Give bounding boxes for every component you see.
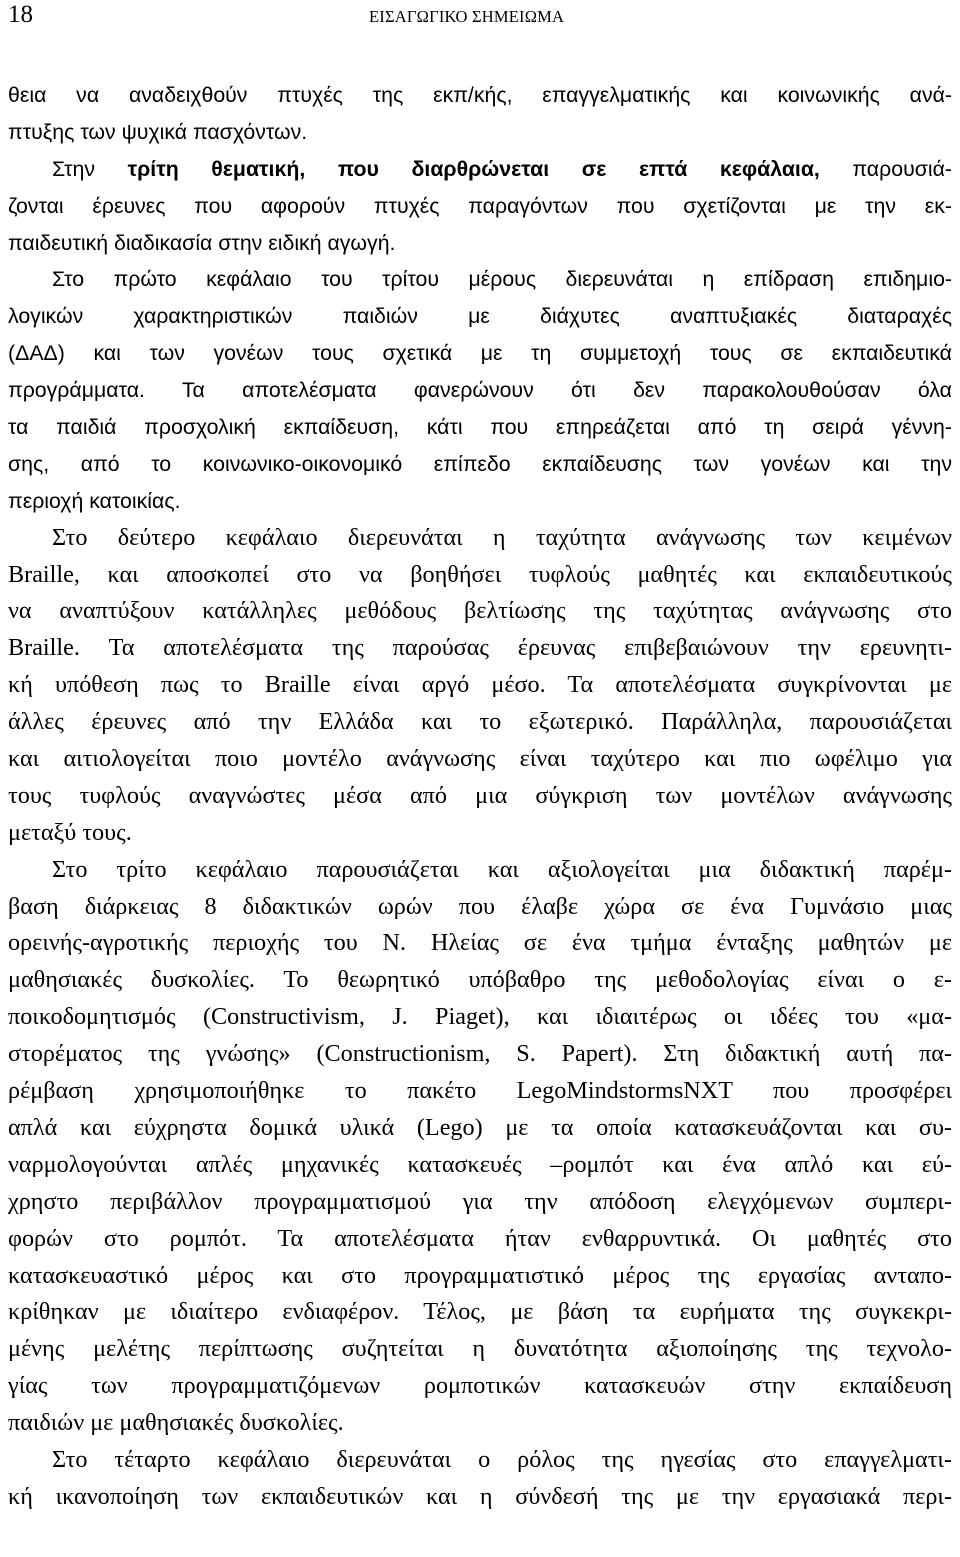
text-line: Braille. Τα αποτελέσματα της παρούσας έρευνας επιβεβαιώνουν την ερευνητι- [8, 634, 952, 662]
text-line: πτυξης των ψυχικά πασχόντων. [8, 119, 308, 144]
text-line: Στο πρώτο κεφάλαιο του τρίτου μέρους διερευνάται η επίδραση επιδημιο- [52, 267, 952, 292]
text-line: άλλες έρευνες από την Ελλάδα και το εξωτερικό. Παράλληλα, παρουσιάζεται [8, 708, 952, 736]
text-line [8, 151, 952, 188]
text-line: κρίθηκαν με ιδιαίτερο ενδιαφέρον. Τέλος, με βάση τα ευρήματα της συγκεκρι- [8, 1298, 952, 1326]
bold-phrase: τρίτη θεματική, που διαρθρώνεται σε επτά κεφάλαια, [127, 156, 820, 181]
text-line: παιδευτική διαδικασία στην ειδική αγωγή. [8, 230, 396, 255]
text-line: θεια να αναδειχθούν πτυχές της εκπ/κής, επαγγελματικής και κοινωνικής ανά- [8, 83, 952, 107]
text-line: λογικών χαρακτηριστικών παιδιών με διάχυτες αναπτυξιακές διαταραχές [8, 304, 952, 329]
text-line: στορέματος της γνώσης» (Constructionism, S. Papert). Στη διδακτική αυτή πα- [8, 1040, 952, 1068]
page-number: 18 [8, 1, 33, 28]
text-line: μεταξύ τους. [8, 818, 132, 846]
text-line: Στο δεύτερο κεφάλαιο διερευνάται η ταχύτητα ανάγνωσης των κειμένων [52, 523, 952, 551]
text-line: τους τυφλούς αναγνώστες μέσα από μια σύγκριση των μοντέλων ανάγνωσης [8, 781, 952, 809]
text-line: μένης μελέτης περίπτωσης συζητείται η δυνατότητα αξιοποίησης της τεχνολο- [8, 1335, 952, 1363]
text-line: προγράμματα. Τα αποτελέσματα φανερώνουν ότι δεν παρακολουθούσαν όλα [8, 378, 952, 403]
text-run: παρουσιά- [819, 156, 952, 181]
text-line: κή υπόθεση πως το Braille είναι αργό μέσο. Τα αποτελέσματα συγκρίνονται με [8, 671, 952, 699]
text-line: περιοχή κατοικίας. [8, 488, 181, 513]
text-line: να αναπτύξουν κατάλληλες μεθόδους βελτίωσης της ταχύτητας ανάγνωσης στο [8, 597, 952, 625]
text-line: Στο τέταρτο κεφάλαιο διερευνάται ο ρόλος της ηγεσίας στο επαγγελματι- [52, 1445, 952, 1473]
text-line: κή ικανοποίηση των εκπαιδευτικών και η σύνδεσή της με την εργασιακά περι- [8, 1482, 952, 1510]
text-run: Στην [52, 156, 128, 181]
text-line: σης, από το κοινωνικο-οικονομικό επίπεδο εκπαίδευσης των γονέων και την [8, 451, 952, 476]
text-line: ναρμολογούνται απλές μηχανικές κατασκευές –ρομπότ και ένα απλό και εύ- [8, 1150, 952, 1178]
body-text [8, 77, 952, 1516]
text-line: γίας των προγραμματιζόμενων ρομποτικών κατασκευών στην εκπαίδευση [8, 1372, 952, 1400]
text-line: ρέμβαση χρησιμοποιήθηκε το πακέτο LegoMindstormsNXT που προσφέρει [8, 1077, 952, 1105]
page-header [0, 0, 960, 34]
text-line: και αιτιολογείται ποιο μοντέλο ανάγνωσης είναι ταχύτερο και πιο ωφέλιμο για [8, 745, 952, 773]
text-line: τα παιδιά προσχολική εκπαίδευση, κάτι που επηρεάζεται από τη σειρά γέννη- [8, 415, 952, 440]
text-line: χρηστο περιβάλλον προγραμματισμού για την απόδοση ελεγχόμενων συμπερι- [8, 1187, 952, 1215]
text-line: φορών στο ρομπότ. Τα αποτελέσματα ήταν ενθαρρυντικά. Οι μαθητές στο [8, 1224, 952, 1252]
text-line: παιδιών με μαθησιακές δυσκολίες. [8, 1409, 344, 1437]
text-line: Braille, και αποσκοπεί στο να βοηθήσει τυφλούς μαθητές και εκπαιδευτικούς [8, 560, 952, 588]
text-line: απλά και εύχρηστα δομικά υλικά (Lego) με τα οποία κατασκευάζονται και συ- [8, 1113, 952, 1141]
text-line: (ΔΑΔ) και των γονέων τους σχετικά με τη συμμετοχή τους σε εκπαιδευτικά [8, 341, 952, 366]
text-line: ποικοδομητισμός (Constructivism, J. Piaget), και ιδιαιτέρως οι ιδέες του «μα- [8, 1003, 952, 1031]
text-line: ορεινής-αγροτικής περιοχής του Ν. Ηλείας σε ένα τμήμα ένταξης μαθητών με [8, 929, 952, 957]
text-line: κατασκευαστικό μέρος και στο προγραμματιστικό μέρος της εργασίας ανταπο- [8, 1261, 952, 1289]
text-line: Στο τρίτο κεφάλαιο παρουσιάζεται και αξιολογείται μια διδακτική παρέμ- [52, 855, 952, 883]
text-line: ζονται έρευνες που αφορούν πτυχές παραγόντων που σχετίζονται με την εκ- [8, 193, 952, 218]
text-line: βαση διάρκειας 8 διδακτικών ωρών που έλαβε χώρα σε ένα Γυμνάσιο μιας [8, 892, 952, 920]
running-title: ΕΙΣΑΓΩΓΙΚΟ ΣΗΜΕΙΩΜΑ [369, 7, 565, 26]
text-line: μαθησιακές δυσκολίες. Το θεωρητικό υπόβαθρο της μεθοδολογίας είναι ο ε- [8, 966, 952, 994]
